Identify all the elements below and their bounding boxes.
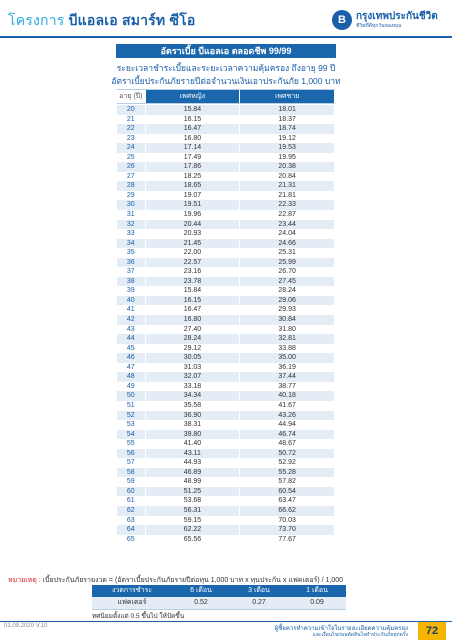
table-row xyxy=(117,487,335,497)
cell-age: 47 xyxy=(117,363,146,373)
caption-line-1: ระยะเวลาชำระเบี้ยและระยะเวลาความคุ้มครอง ถึงอายุ 99 ปี xyxy=(116,63,336,73)
table-row xyxy=(117,334,335,344)
logo-name: กรุงเทพประกันชีวิต xyxy=(356,11,438,22)
rounding-note: ทศนิยมตั้งแต่ 0.5 ขึ้นไป ให้ปัดขึ้น xyxy=(92,613,185,620)
cell-age: 38 xyxy=(117,277,146,287)
cell-male-rate: 60.54 xyxy=(240,487,335,497)
table-header-row xyxy=(117,89,335,104)
cell-age: 28 xyxy=(117,181,146,191)
cell-male-rate: 22.87 xyxy=(240,210,335,220)
cell-male-rate: 29.06 xyxy=(240,296,335,306)
cell-age: 33 xyxy=(117,229,146,239)
table-row xyxy=(117,496,335,506)
cell-age: 58 xyxy=(117,468,146,478)
cell-male-rate: 30.84 xyxy=(240,315,335,325)
cell-age: 27 xyxy=(117,172,146,182)
cell-female-rate: 65.56 xyxy=(146,535,241,545)
table-row xyxy=(117,277,335,287)
cell-female-rate: 19.51 xyxy=(146,200,241,210)
cell-male-rate: 24.66 xyxy=(240,239,335,249)
note-text: เบี้ยประกันภัยรายงวด = (อัตราเบี้ยประกันภัยรายปีต่อทุน 1,000 บาท x ทุนประกัน x แฟคเตอร์) / 1,000 xyxy=(42,577,344,584)
cell-female-rate: 38.31 xyxy=(146,420,241,430)
cell-male-rate: 63.47 xyxy=(240,496,335,506)
table-row xyxy=(117,191,335,201)
cell-male-rate: 24.04 xyxy=(240,229,335,239)
cell-age: 60 xyxy=(117,487,146,497)
cell-male-rate: 19.95 xyxy=(240,153,335,163)
cell-male-rate: 26.70 xyxy=(240,267,335,277)
note-label: หมายเหตุ : xyxy=(8,577,41,584)
cell-male-rate: 27.45 xyxy=(240,277,335,287)
cell-male-rate: 32.81 xyxy=(240,334,335,344)
cell-female-rate: 30.05 xyxy=(146,353,241,363)
cell-female-rate: 48.99 xyxy=(146,477,241,487)
cell-female-rate: 27.40 xyxy=(146,325,241,335)
cell-age: 50 xyxy=(117,391,146,401)
cell-male-rate: 18.37 xyxy=(240,115,335,125)
table-row xyxy=(117,535,335,545)
cell-age: 62 xyxy=(117,506,146,516)
cell-male-rate: 40.18 xyxy=(240,391,335,401)
cell-male-rate: 18.74 xyxy=(240,124,335,134)
cell-female-rate: 17.49 xyxy=(146,153,241,163)
mode-factor-row xyxy=(92,597,346,610)
header-male: เพศชาย xyxy=(240,90,335,103)
cell-age: 59 xyxy=(117,477,146,487)
mode-header-row xyxy=(92,585,346,597)
cell-male-rate: 52.92 xyxy=(240,458,335,468)
factor-label: แฟคเตอร์ xyxy=(117,599,147,606)
page-title xyxy=(8,11,195,29)
cell-female-rate: 23.16 xyxy=(146,267,241,277)
cell-female-rate: 59.15 xyxy=(146,516,241,526)
cell-age: 61 xyxy=(117,496,146,506)
cell-male-rate: 44.94 xyxy=(240,420,335,430)
document-date: 01.09.2020 V.10 xyxy=(4,623,48,629)
cell-male-rate: 70.03 xyxy=(240,516,335,526)
cell-female-rate: 15.84 xyxy=(146,105,241,115)
cell-age: 23 xyxy=(117,134,146,144)
cell-male-rate: 48.67 xyxy=(240,439,335,449)
cell-male-rate: 23.44 xyxy=(240,220,335,230)
table-row xyxy=(117,401,335,411)
page-header xyxy=(0,0,452,40)
cell-male-rate: 37.44 xyxy=(240,372,335,382)
factor-6m: 0.52 xyxy=(194,599,208,606)
table-row xyxy=(117,363,335,373)
cell-female-rate: 32.07 xyxy=(146,372,241,382)
cell-age: 55 xyxy=(117,439,146,449)
cell-age: 42 xyxy=(117,315,146,325)
cell-female-rate: 19.07 xyxy=(146,191,241,201)
cell-age: 57 xyxy=(117,458,146,468)
cell-female-rate: 44.93 xyxy=(146,458,241,468)
table-row xyxy=(117,200,335,210)
mode-header-label: งวดการชำระ xyxy=(111,587,153,594)
table-row xyxy=(117,248,335,258)
cell-age: 44 xyxy=(117,334,146,344)
cell-age: 30 xyxy=(117,200,146,210)
logo-subtitle: ชีวิตที่ดีทุกวันของคุณ xyxy=(356,23,402,29)
cell-female-rate: 22.57 xyxy=(146,258,241,268)
cell-male-rate: 33.88 xyxy=(240,344,335,354)
cell-male-rate: 22.33 xyxy=(240,200,335,210)
table-row xyxy=(117,220,335,230)
cell-female-rate: 46.89 xyxy=(146,468,241,478)
cell-female-rate: 29.12 xyxy=(146,344,241,354)
cell-age: 36 xyxy=(117,258,146,268)
caption-line-2: อัตราเบี้ยประกันภัยรายปีต่อจำนวนเงินเอาประกันภัย 1,000 บาท xyxy=(111,76,341,86)
table-row xyxy=(117,430,335,440)
cell-female-rate: 16.47 xyxy=(146,305,241,315)
cell-male-rate: 31.80 xyxy=(240,325,335,335)
table-row xyxy=(117,420,335,430)
cell-age: 34 xyxy=(117,239,146,249)
cell-age: 26 xyxy=(117,162,146,172)
cell-male-rate: 43.26 xyxy=(240,411,335,421)
table-row xyxy=(117,516,335,526)
company-logo xyxy=(332,9,442,33)
factor-3m: 0.27 xyxy=(252,599,266,606)
table-row xyxy=(117,105,335,115)
cell-female-rate: 35.58 xyxy=(146,401,241,411)
cell-age: 21 xyxy=(117,115,146,125)
cell-female-rate: 28.24 xyxy=(146,334,241,344)
cell-age: 53 xyxy=(117,420,146,430)
cell-female-rate: 22.00 xyxy=(146,248,241,258)
cell-male-rate: 50.72 xyxy=(240,449,335,459)
table-row xyxy=(117,468,335,478)
table-row xyxy=(117,525,335,535)
cell-female-rate: 20.93 xyxy=(146,229,241,239)
cell-female-rate: 39.80 xyxy=(146,430,241,440)
cell-female-rate: 62.22 xyxy=(146,525,241,535)
cell-female-rate: 34.34 xyxy=(146,391,241,401)
cell-male-rate: 46.74 xyxy=(240,430,335,440)
cell-age: 35 xyxy=(117,248,146,258)
cell-male-rate: 77.67 xyxy=(240,535,335,545)
table-row xyxy=(117,258,335,268)
table-row xyxy=(117,506,335,516)
header-age: อายุ (ปี) xyxy=(117,90,146,103)
cell-age: 51 xyxy=(117,401,146,411)
table-row xyxy=(117,411,335,421)
table-row xyxy=(117,181,335,191)
cell-male-rate: 57.82 xyxy=(240,477,335,487)
cell-age: 63 xyxy=(117,516,146,526)
cell-female-rate: 16.47 xyxy=(146,124,241,134)
cell-male-rate: 55.28 xyxy=(240,468,335,478)
table-row xyxy=(117,124,335,134)
cell-male-rate: 38.77 xyxy=(240,382,335,392)
table-row xyxy=(117,143,335,153)
mode-header-3m: 3 เดือน xyxy=(248,587,270,594)
cell-female-rate: 43.11 xyxy=(146,449,241,459)
cell-female-rate: 16.80 xyxy=(146,315,241,325)
table-row xyxy=(117,115,335,125)
cell-age: 31 xyxy=(117,210,146,220)
table-row xyxy=(117,305,335,315)
cell-male-rate: 19.12 xyxy=(240,134,335,144)
table-row xyxy=(117,353,335,363)
cell-age: 39 xyxy=(117,286,146,296)
cell-male-rate: 20.38 xyxy=(240,162,335,172)
section-banner: อัตราเบี้ย บีแอลเอ ตลอดชีพ 99/99 xyxy=(116,44,336,58)
cell-age: 32 xyxy=(117,220,146,230)
cell-age: 45 xyxy=(117,344,146,354)
table-row xyxy=(117,210,335,220)
cell-age: 43 xyxy=(117,325,146,335)
cell-age: 37 xyxy=(117,267,146,277)
table-row xyxy=(117,134,335,144)
table-row xyxy=(117,458,335,468)
logo-mark-icon: B xyxy=(332,10,352,30)
cell-male-rate: 19.53 xyxy=(240,143,335,153)
cell-male-rate: 29.93 xyxy=(240,305,335,315)
table-body xyxy=(117,105,335,544)
table-row xyxy=(117,172,335,182)
premium-rate-table xyxy=(117,89,335,544)
cell-female-rate: 16.80 xyxy=(146,134,241,144)
cell-female-rate: 51.25 xyxy=(146,487,241,497)
cell-female-rate: 41.40 xyxy=(146,439,241,449)
cell-age: 40 xyxy=(117,296,146,306)
factor-1m: 0.09 xyxy=(310,599,324,606)
cell-female-rate: 15.84 xyxy=(146,286,241,296)
cell-male-rate: 21.81 xyxy=(240,191,335,201)
table-row xyxy=(117,382,335,392)
table-row xyxy=(117,296,335,306)
cell-male-rate: 28.24 xyxy=(240,286,335,296)
cell-age: 48 xyxy=(117,372,146,382)
cell-female-rate: 36.90 xyxy=(146,411,241,421)
cell-female-rate: 31.03 xyxy=(146,363,241,373)
page-number: 72 xyxy=(418,622,446,640)
cell-age: 64 xyxy=(117,525,146,535)
cell-female-rate: 16.15 xyxy=(146,115,241,125)
cell-male-rate: 73.70 xyxy=(240,525,335,535)
cell-female-rate: 19.96 xyxy=(146,210,241,220)
cell-female-rate: 18.25 xyxy=(146,172,241,182)
cell-age: 49 xyxy=(117,382,146,392)
mode-header-6m: 6 เดือน xyxy=(190,587,212,594)
header-female: เพศหญิง xyxy=(146,90,241,103)
cell-male-rate: 36.19 xyxy=(240,363,335,373)
cell-age: 29 xyxy=(117,191,146,201)
cell-female-rate: 17.14 xyxy=(146,143,241,153)
cell-age: 41 xyxy=(117,305,146,315)
title-main: บีแอลเอ สมาร์ท ซีโอ xyxy=(68,12,196,28)
cell-female-rate: 56.31 xyxy=(146,506,241,516)
table-row xyxy=(117,153,335,163)
cell-female-rate: 17.86 xyxy=(146,162,241,172)
header-divider xyxy=(0,36,452,38)
cell-age: 22 xyxy=(117,124,146,134)
table-row xyxy=(117,267,335,277)
footer-divider xyxy=(0,621,452,622)
mode-header-1m: 1 เดือน xyxy=(306,587,328,594)
footer-disclaimer-1: ผู้ซื้อควรทำความเข้าใจในรายละเอียดความคุ้มครอง xyxy=(274,626,408,632)
cell-age: 56 xyxy=(117,449,146,459)
table-row xyxy=(117,477,335,487)
payment-mode-table xyxy=(92,585,346,610)
cell-female-rate: 33.18 xyxy=(146,382,241,392)
table-row xyxy=(117,391,335,401)
cell-male-rate: 35.00 xyxy=(240,353,335,363)
cell-age: 65 xyxy=(117,535,146,545)
cell-female-rate: 23.78 xyxy=(146,277,241,287)
cell-female-rate: 21.45 xyxy=(146,239,241,249)
cell-male-rate: 20.84 xyxy=(240,172,335,182)
table-row xyxy=(117,372,335,382)
table-row xyxy=(117,325,335,335)
table-row xyxy=(117,239,335,249)
table-row xyxy=(117,439,335,449)
cell-male-rate: 41.67 xyxy=(240,401,335,411)
table-row xyxy=(117,286,335,296)
table-row xyxy=(117,344,335,354)
table-row xyxy=(117,162,335,172)
cell-age: 54 xyxy=(117,430,146,440)
table-row xyxy=(117,315,335,325)
cell-male-rate: 25.99 xyxy=(240,258,335,268)
cell-male-rate: 25.31 xyxy=(240,248,335,258)
table-row xyxy=(117,449,335,459)
cell-age: 52 xyxy=(117,411,146,421)
cell-female-rate: 16.15 xyxy=(146,296,241,306)
cell-female-rate: 18.65 xyxy=(146,181,241,191)
footer-disclaimer-2: และเงื่อนไขก่อนตัดสินใจทำประกันภัยทุกครั้ง xyxy=(312,632,408,638)
cell-female-rate: 53.68 xyxy=(146,496,241,506)
cell-female-rate: 20.44 xyxy=(146,220,241,230)
title-prefix: โครงการ xyxy=(8,12,65,28)
cell-male-rate: 21.31 xyxy=(240,181,335,191)
cell-male-rate: 66.62 xyxy=(240,506,335,516)
cell-age: 20 xyxy=(117,105,146,115)
table-row xyxy=(117,229,335,239)
cell-age: 25 xyxy=(117,153,146,163)
cell-male-rate: 18.01 xyxy=(240,105,335,115)
cell-age: 46 xyxy=(117,353,146,363)
cell-age: 24 xyxy=(117,143,146,153)
